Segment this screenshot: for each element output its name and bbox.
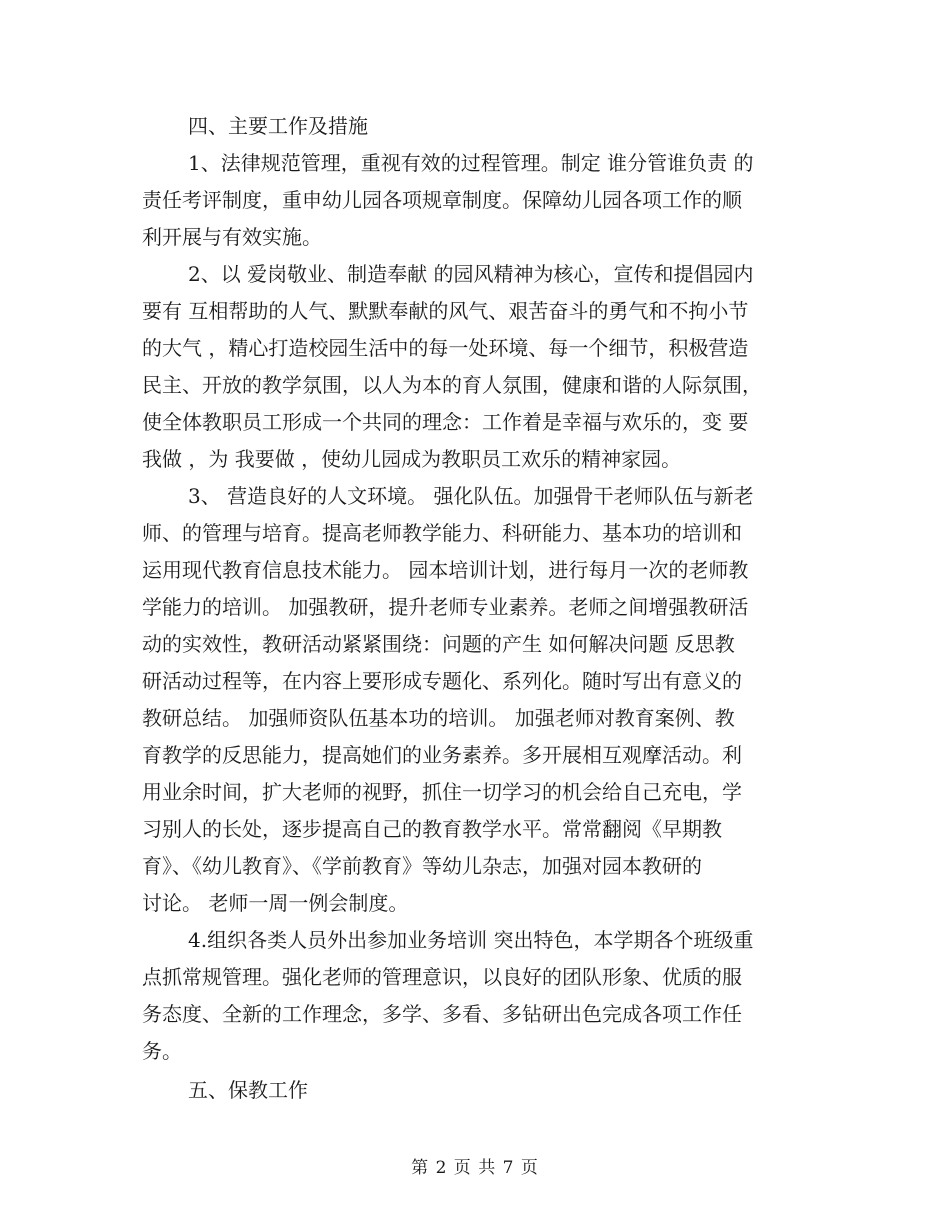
paragraph-line: 务态度、全新的工作理念，多学、多看、多钻研出色完成各项工作任 xyxy=(142,1002,742,1026)
paragraph-line: 教研总结。 加强师资队伍基本功的培训。 加强老师对教育案例、教 xyxy=(142,706,735,730)
paragraph-line: 研活动过程等，在内容上要形成专题化、系列化。随时写出有意义的 xyxy=(142,669,742,693)
paragraph-line: 3、 营造良好的人文环境。 强化队伍。加强骨干老师队伍与新老 xyxy=(188,484,754,508)
paragraph-line: 务。 xyxy=(142,1039,182,1063)
paragraph-line: 学能力的培训。 加强教研，提升老师专业素养。老师之间增强教研活 xyxy=(142,595,749,619)
paragraph-line: 1、法律规范管理，重视有效的过程管理。制定 谁分管谁负责 的 xyxy=(188,151,754,175)
paragraph-line: 点抓常规管理。强化老师的管理意识，以良好的团队形象、优质的服 xyxy=(142,965,742,989)
paragraph-line: 讨论。 老师一周一例会制度。 xyxy=(142,891,409,915)
paragraph-line: 4.组织各类人员外出参加业务培训 突出特色，本学期各个班级重 xyxy=(188,928,754,952)
paragraph-line: 动的实效性，教研活动紧紧围绕：问题的产生 如何解决问题 反思教 xyxy=(142,632,735,656)
paragraph-line: 师、的管理与培育。提高老师教学能力、科研能力、基本功的培训和 xyxy=(142,521,742,545)
paragraph-line: 的大气 ，精心打造校园生活中的每一处环境、每一个细节，积极营造 xyxy=(142,336,749,360)
paragraph-line: 责任考评制度，重申幼儿园各项规章制度。保障幼儿园各项工作的顺 xyxy=(142,188,742,212)
paragraph-line: 要有 互相帮助的人气、默默奉献的风气、艰苦奋斗的勇气和不拘小节 xyxy=(142,299,749,323)
paragraph-line: 民主、开放的教学氛围，以人为本的育人氛围，健康和谐的人际氛围， xyxy=(142,373,762,397)
paragraph-line: 育》、《幼儿教育》、《学前教育》等幼儿杂志，加强对园本教研的 xyxy=(142,854,702,878)
paragraph-line: 运用现代教育信息技术能力。 园本培训计划，进行每月一次的老师教 xyxy=(142,558,749,582)
paragraph-line: 育教学的反思能力，提高她们的业务素养。多开展相互观摩活动。利 xyxy=(142,743,742,767)
paragraph-line: 习别人的长处，逐步提高自己的教育教学水平。常常翻阅《早期教 xyxy=(142,817,722,841)
paragraph-item-1 xyxy=(142,145,814,256)
paragraph-line: 我做 ，为 我要做 ，使幼儿园成为教职员工欢乐的精神家园。 xyxy=(142,447,682,471)
paragraph-item-2 xyxy=(142,256,814,478)
paragraph-item-3 xyxy=(142,478,814,922)
paragraph-item-4 xyxy=(142,922,814,1070)
section-heading-5: 五、保教工作 xyxy=(188,1078,308,1102)
paragraph-line: 用业余时间，扩大老师的视野，抓住一切学习的机会给自己充电，学 xyxy=(142,780,742,804)
page-footer: 第 2 页 共 7 页 xyxy=(411,1158,539,1178)
section-heading-4: 四、主要工作及措施 xyxy=(188,114,368,138)
document-body xyxy=(142,108,814,1109)
paragraph-line: 2、以 爱岗敬业、制造奉献 的园风精神为核心，宣传和提倡园内 xyxy=(188,262,754,286)
paragraph-line: 利开展与有效实施。 xyxy=(142,225,322,249)
paragraph-line: 使全体教职员工形成一个共同的理念：工作着是幸福与欢乐的，变 要 xyxy=(142,410,749,434)
